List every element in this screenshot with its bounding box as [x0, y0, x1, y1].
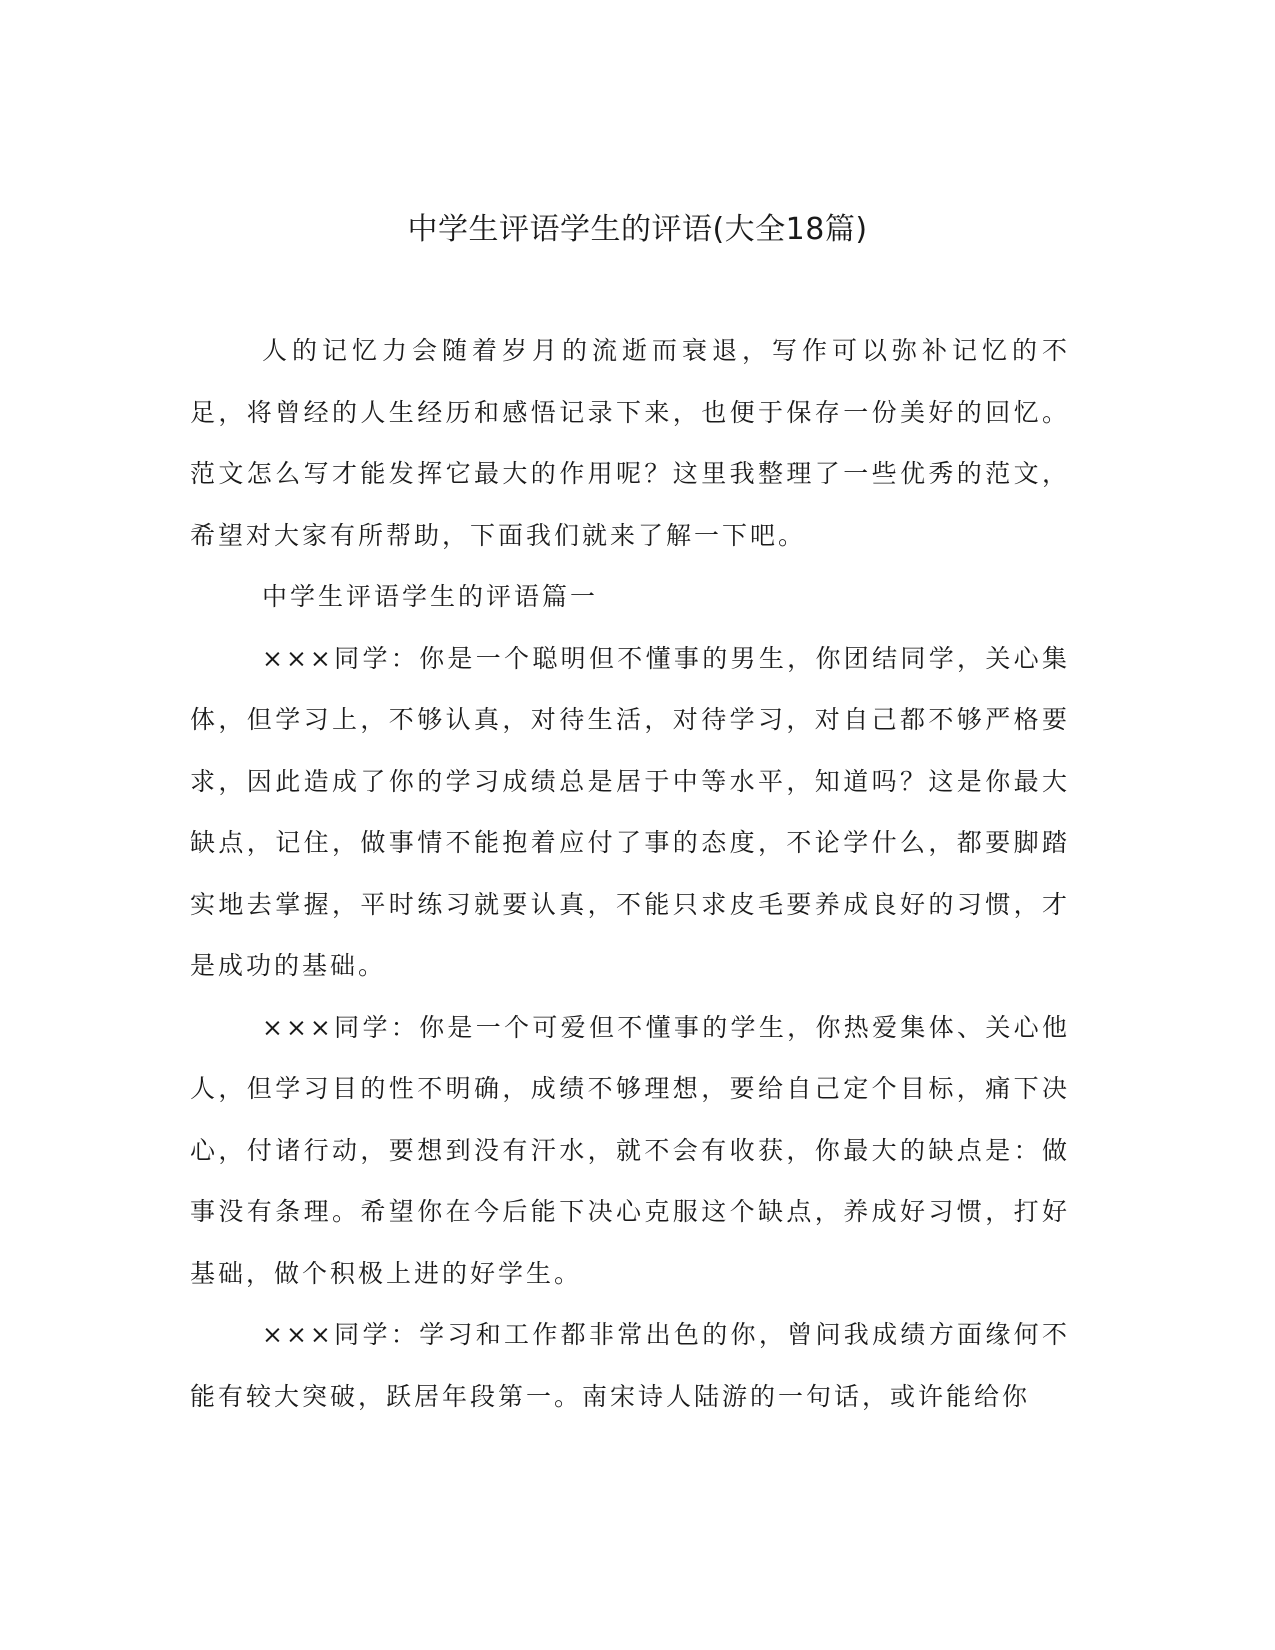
document-body: [190, 320, 1070, 1427]
comment-paragraph-1: ×××同学：你是一个聪明但不懂事的男生，你团结同学，关心集体，但学习上，不够认真，对待生活，对待学习，对自己都不够严格要求，因此造成了你的学习成绩总是居于中等水平，知道吗？这是你最大缺点，记住，做事情不能抱着应付了事的态度，不论学什么，都要脚踏实地去掌握，平时练习就要认真，不能只求皮毛要养成良好的习惯，才是成功的基础。: [190, 643, 1070, 980]
intro-paragraph: 人的记忆力会随着岁月的流逝而衰退，写作可以弥补记忆的不足，将曾经的人生经历和感悟记录下来，也便于保存一份美好的回忆。范文怎么写才能发挥它最大的作用呢？这里我整理了一些优秀的范文，希望对大家有所帮助，下面我们就来了解一下吧。: [190, 336, 1070, 550]
comment-paragraph-3: ×××同学：学习和工作都非常出色的你，曾问我成绩方面缘何不能有较大突破，跃居年段第一。南宋诗人陆游的一句话，或许能给你: [190, 1320, 1070, 1411]
comment-paragraph-2: ×××同学：你是一个可爱但不懂事的学生，你热爱集体、关心他人，但学习目的性不明确，成绩不够理想，要给自己定个目标，痛下决心，付诸行动，要想到没有汗水，就不会有收获，你最大的缺点是：做事没有条理。希望你在今后能下决心克服这个缺点，养成好习惯，打好基础，做个积极上进的好学生。: [190, 1012, 1070, 1288]
section-heading: 中学生评语学生的评语篇一: [262, 582, 599, 611]
document-title: 中学生评语学生的评语(大全18篇): [407, 212, 868, 247]
